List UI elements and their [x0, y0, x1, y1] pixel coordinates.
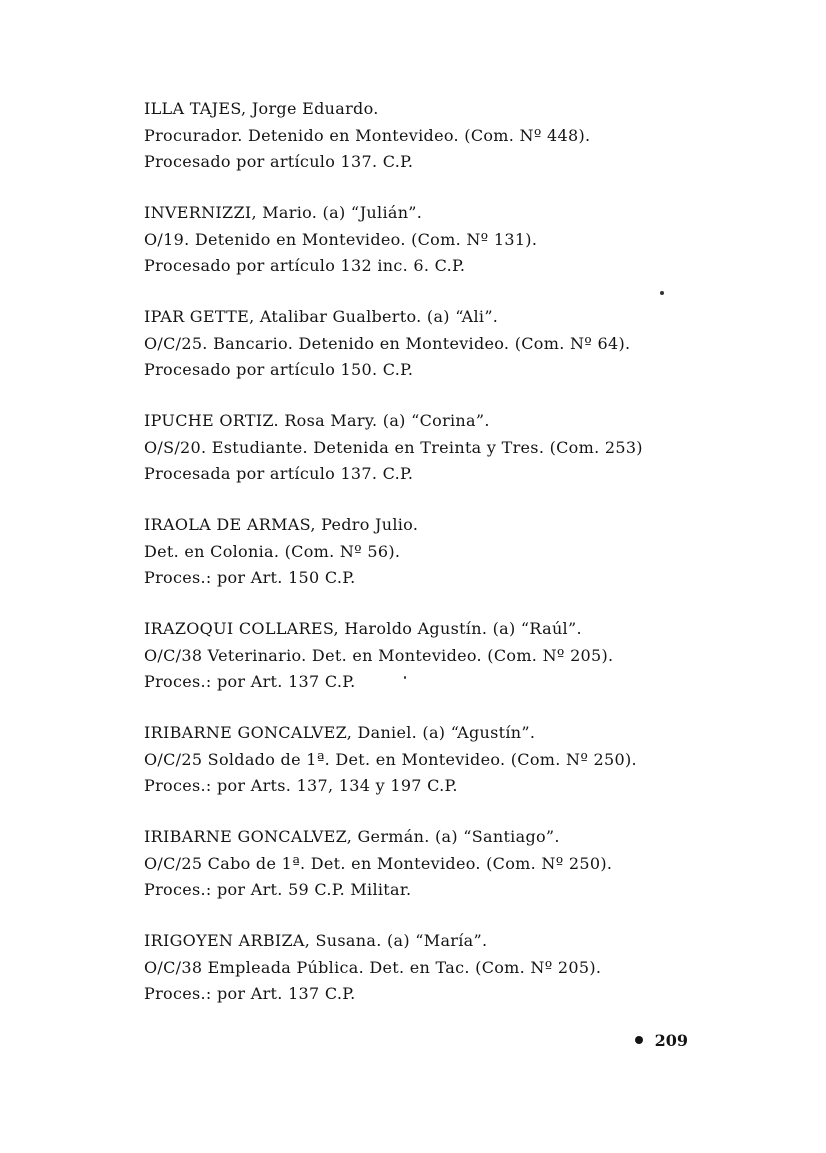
entry — [144, 824, 704, 928]
entry-detail: O/C/25. Bancario. Detenido en Montevideo. (Com. Nº 64). — [144, 333, 631, 353]
page-number: 209 — [654, 1030, 688, 1050]
entry-name: INVERNIZZI, Mario. (a) “Julián”. — [144, 203, 423, 222]
entry-detail: O/C/38 Empleada Pública. Det. en Tac. (Com. Nº 205). — [144, 957, 602, 977]
bullet-icon — [635, 1036, 643, 1044]
entry-detail: Procurador. Detenido en Montevideo. (Com. Nº 448). — [144, 125, 591, 145]
entry-name: IRIBARNE GONCALVEZ, Daniel. (a) “Agustín”. — [144, 723, 536, 742]
entry-detail: O/C/25 Soldado de 1ª. Det. en Montevideo. (Com. Nº 250). — [144, 749, 637, 769]
entry-detail: O/C/38 Veterinario. Det. en Montevideo. (Com. Nº 205). — [144, 645, 614, 665]
entry-name: IRIGOYEN ARBIZA, Susana. (a) “María”. — [144, 931, 488, 950]
entry-name: IPAR GETTE, Atalibar Gualberto. (a) “Ali”. — [144, 307, 499, 326]
entry-name: ILLA TAJES, Jorge Eduardo. — [144, 99, 379, 118]
entry-process: Proces.: por Art. 137 C.P. — [144, 984, 356, 1003]
entry-detail: Det. en Colonia. (Com. Nº 56). — [144, 541, 401, 561]
entry-name: IRIBARNE GONCALVEZ, Germán. (a) “Santiago”. — [144, 827, 560, 846]
entry-process: Proces.: por Art. 150 C.P. — [144, 568, 356, 587]
entry-process: Proces.: por Arts. 137, 134 y 197 C.P. — [144, 776, 458, 795]
entry-process: Procesado por artículo 150. C.P. — [144, 360, 414, 379]
entry-process: Procesado por artículo 137. C.P. — [144, 152, 414, 171]
print-speck — [660, 291, 664, 295]
entry-process: Procesado por artículo 132 inc. 6. C.P. — [144, 256, 466, 275]
entry-name: IRAOLA DE ARMAS, Pedro Julio. — [144, 515, 419, 534]
entry-process: Procesada por artículo 137. C.P. — [144, 464, 414, 483]
entry — [144, 304, 704, 408]
entry — [144, 200, 704, 304]
entry — [144, 512, 704, 616]
entry-name: IPUCHE ORTIZ. Rosa Mary. (a) “Corina”. — [144, 411, 490, 430]
entry — [144, 928, 704, 1032]
entry — [144, 96, 704, 200]
entry-process: Proces.: por Art. 59 C.P. Militar. — [144, 880, 412, 899]
entry-name: IRAZOQUI COLLARES, Haroldo Agustín. (a) “Raúl”. — [144, 619, 582, 638]
entry-list — [144, 96, 704, 1032]
entry-detail: O/S/20. Estudiante. Detenida en Treinta y Tres. (Com. 253) — [144, 437, 643, 457]
entry-process: Proces.: por Art. 137 C.P. — [144, 672, 356, 691]
entry — [144, 408, 704, 512]
page-footer — [635, 1028, 688, 1052]
entry-detail: O/19. Detenido en Montevideo. (Com. Nº 131). — [144, 229, 538, 249]
print-speck — [404, 676, 406, 679]
entry — [144, 720, 704, 824]
entry-detail: O/C/25 Cabo de 1ª. Det. en Montevideo. (Com. Nº 250). — [144, 853, 613, 873]
entry — [144, 616, 704, 720]
